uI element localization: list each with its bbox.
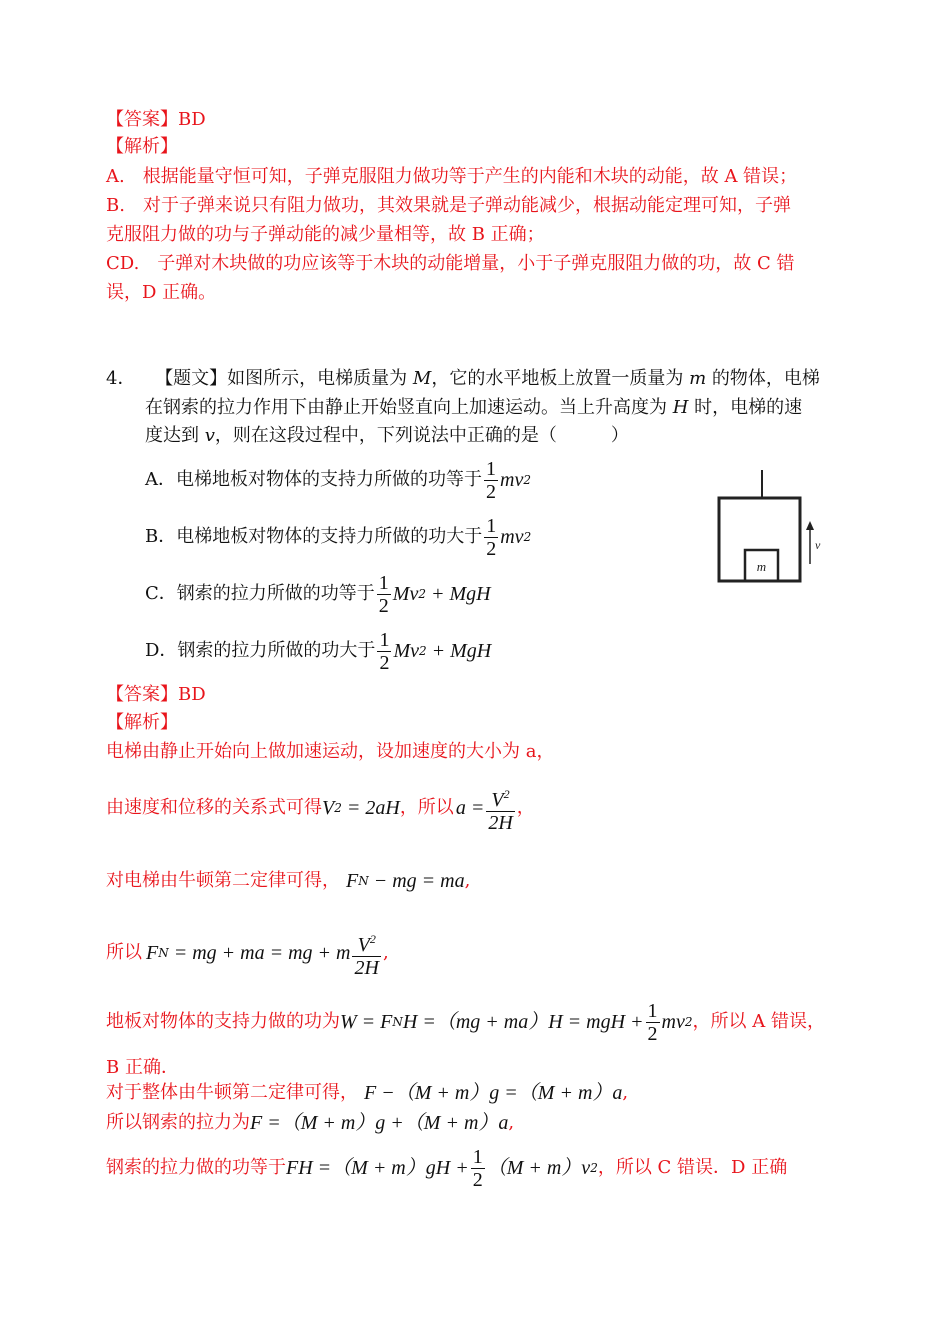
half-fraction: $\frac{1}{2}$ (486, 514, 497, 560)
q4-option-c: C．钢索的拉力所做的功等于 $\frac{1}{2}$ Mv 2 + MgH (145, 571, 491, 617)
q3-analysis-cd-line1: CD. 子弹对木块做的功应该等于木块的动能增量，小于子弹克服阻力做的功，故 C 错 (106, 253, 795, 274)
q4-stem-line2: 在钢索的拉力作用下由静止开始竖直向上加速运动。当上升高度为 H 时，电梯的速 (145, 397, 803, 418)
q4-stem-line3: 度达到 v，则在这段过程中，下列说法中正确的是（ ） (145, 425, 629, 446)
q3-analysis-b-line2: 克服阻力做的功与子弹动能的减少量相等，故 B 正确； (106, 224, 545, 245)
velocity-label: v (815, 538, 821, 552)
q4-analysis-line7: 对于整体由牛顿第二定律可得， F −（M + m）g =（M + m）a , (106, 1082, 629, 1104)
v2-over-2h-fraction: $\frac{V^2}{2H}$ (352, 928, 380, 979)
half-fraction: $\frac{1}{2}$ (647, 999, 658, 1045)
q4-analysis-line3: 对电梯由牛顿第二定律可得， F N − mg = ma , (106, 870, 471, 892)
v2-over-2h-fraction: $\frac{V^2}{2H}$ (486, 783, 514, 834)
q4-number: 4． (106, 368, 136, 389)
q4-answer: 【答案】BD (106, 684, 206, 705)
half-fraction: $\frac{1}{2}$ (379, 628, 390, 674)
q4-analysis-line4: 所以 F N = mg + ma = mg + m $\frac{V^2}{2H}$ , (106, 926, 389, 980)
q4-analysis-line2: 由速度和位移的关系式可得 V 2 = 2aH ，所以 a = $\frac{V^2}{2H}$ ， (106, 781, 535, 835)
half-fraction: $\frac{1}{2}$ (472, 1145, 483, 1191)
q4-analysis-line1: 电梯由静止开始向上做加速运动，设加速度的大小为 a， (106, 741, 555, 762)
q3-answer: 【答案】BD (106, 109, 206, 130)
half-fraction: $\frac{1}{2}$ (378, 571, 389, 617)
q4-analysis-line9: 钢索的拉力做的功等于 FH =（M + m）gH + $\frac{1}{2}$ （M + m）v 2 ，所以 C 错误．D 正确 (106, 1145, 788, 1191)
q3-analysis-a: A. 根据能量守恒可知，子弹克服阻力做功等于产生的内能和木块的动能，故 A 错误； (106, 166, 798, 187)
elevator-diagram (712, 464, 830, 586)
q4-analysis-line8: 所以钢索的拉力为 F =（M + m）g +（M + m）a , (106, 1112, 515, 1134)
q4-stem-line1: 4． 【题文】如图所示，电梯质量为 M，它的水平地板上放置一质量为 m 的物体，电梯 (106, 368, 820, 389)
q4-analysis-label: 【解析】 (106, 712, 178, 733)
q4-option-a: A．电梯地板对物体的支持力所做的功等于 $\frac{1}{2}$ mv 2 (145, 457, 531, 503)
half-fraction: $\frac{1}{2}$ (486, 457, 496, 503)
q3-analysis-cd-line2: 误，D 正确。 (106, 282, 217, 303)
q3-analysis-b-line1: B. 对于子弹来说只有阻力做功，其效果就是子弹动能减少，根据动能定理可知，子弹 (106, 195, 791, 216)
q4-analysis-line5: 地板对物体的支持力做的功为 W = F N H =（mg + ma）H = mgH + $\frac{1}{2}$ mv 2 ，所以 A 错误， (106, 999, 825, 1045)
q4-option-b: B．电梯地板对物体的支持力所做的功大于 $\frac{1}{2}$ mv 2 (145, 514, 532, 560)
arrow-up-icon (806, 521, 814, 530)
q3-analysis-label: 【解析】 (106, 136, 178, 157)
q4-option-d: D．钢索的拉力所做的功大于 $\frac{1}{2}$ Mv 2 + MgH (145, 628, 492, 674)
block-label: m (756, 559, 767, 574)
q4-analysis-line6: B 正确． (106, 1057, 179, 1078)
